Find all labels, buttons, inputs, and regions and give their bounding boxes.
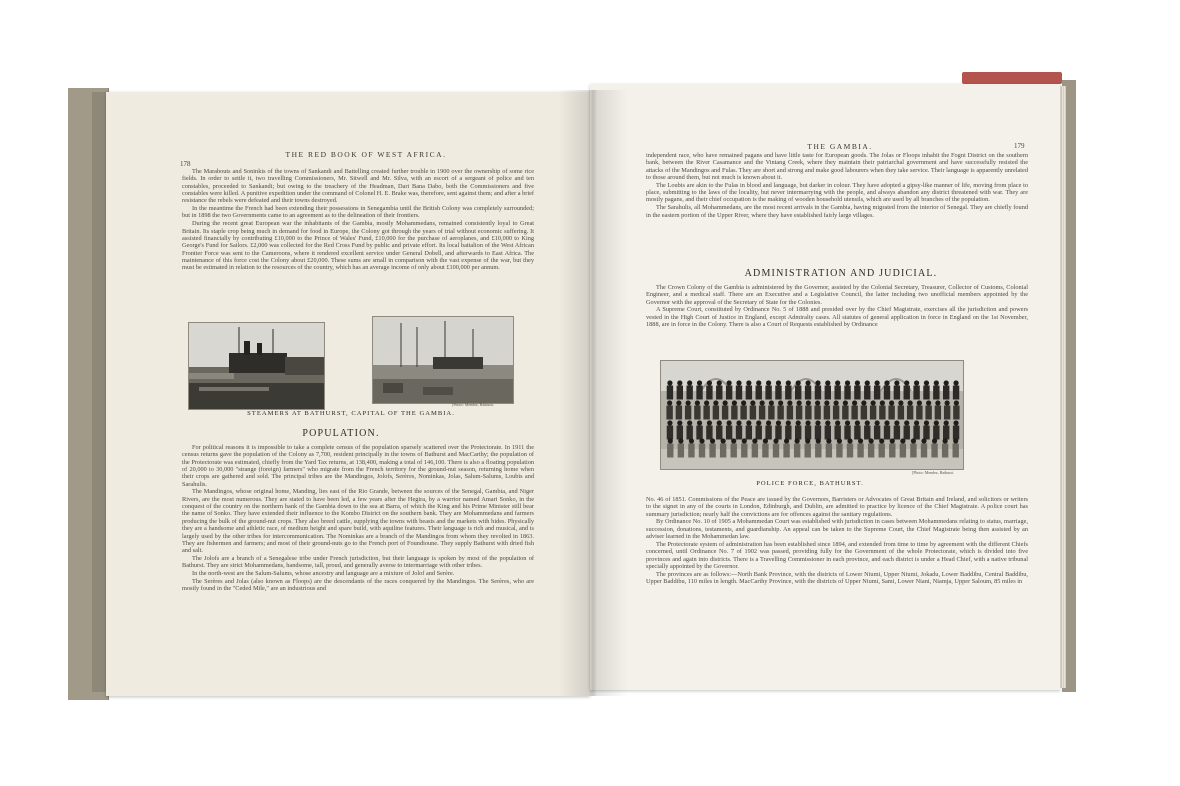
paragraph: The Marabouts and Soninkis of the towns of Sankandi and Battelling created further trouble in 1900 over the ownership of some rice fields. In order to settle it, two travelling Commissioners, Mr. Sitwell and Mr. Silva, with an escort of a sergeant of police and ten constables, proceeded to Sankandi; but owing to the treachery of the Headman, Dari Bana Dabo, both the Commissioners and five constables were killed. A punitive expedition under the command of Colonel H. E. Brake was, therefore, sent against them; and after a brief resistance the rebels were defeated and their towns destroyed. bbox=[182, 168, 534, 205]
administration-heading: ADMINISTRATION AND JUDICIAL. bbox=[744, 268, 938, 279]
police-force-photo bbox=[660, 360, 964, 470]
paragraph: During the recent great European war the inhabitants of the Gambia, mostly Mohammedans, remained consistently loyal to Great Britain. Its staple crop being much in demand for food in Europe, the Colony got through the years of trial without economic suffering. It assisted financially by contributing £10,000 to the Prince of Wales' Fund, £10,000 for the purchase of aeroplanes, and £10,000 to King George's Fund for Sailors. £2,000 was collected for the Red Cross Fund by public and private effort. Its local battalion of the West African Frontier Force was sent to the Cameroons, where it rendered excellent service under General Dobell, and afterwards to East Africa. The maintenance of this force cost the Colony about £20,000. These sums are small in comparison with the vast expense of the war, but they must be estimated in relation to the resources of the country, which has an average income of only about £100,000 per annum. bbox=[182, 220, 534, 272]
paragraph: A Supreme Court, constituted by Ordinance No. 5 of 1888 and presided over by the Chief Magistrate, exercises all the jurisdiction and powers vested in the High Court of Justice in England, except Admiralty cases. All statutes of general application in force in England on the 1st November, 1888, are in force in the Colony. There is also a Court of Requests established by Ordinance bbox=[646, 306, 1028, 329]
paragraph: The Mandingos, whose original home, Manding, lies east of the Rio Grande, between the sources of the Senegal, Gambia, and Niger Rivers, are the most numerous. They are stated to have been led, a few years after the Hegira, by a warrior named Amari Sonko, in the conquest of the country on the northern bank of the Gambia down to the sea at Barra, of which the King and his Prime Minister still bear the name of Sonko. They have extended their influence to the Kombo District on the southern bank. They are Mohammedans and farmers producing the bulk of the ground-nut crops. They also breed cattle, supplying the towns with beasts and the markets with hides. Physically they are a handsome and athletic race, of medium height and spare build, with aquiline features. Their language is rich and musical, and is largely used by the other tribes for intercommunication. The Nominkas are a branch of the Mandingos from whom they revolted in 1863. They are fishermen and farmers; and most of their ground-nuts go to the French port of Foundioune. They supply Bathurst with dried fish and salt. bbox=[182, 488, 534, 555]
right-text-middle bbox=[646, 284, 1028, 354]
paragraph: The Crown Colony of the Gambia is administered by the Governor, assisted by the Colonial Secretary, Treasurer, Collector of Customs, Colonial Engineer, and a medical staff. There are an Executive and a Legislative Council, the latter including two unofficial members appointed by the Governor with the approval of the Secretary of State for the Colonies. bbox=[646, 284, 1028, 306]
right-running-header: THE GAMBIA. bbox=[807, 142, 873, 151]
paragraph: independent race, who have remained pagans and have little taste for European goods. The Jolas or Floops inhabit the Fogni District on the southern bank, between the River Casamance and the Vintang Creek, where they maintain their patriarchal government and have successfully resisted the attacks of the Mandingos and Fulas. They are short and strong and make good labourers when they take service. Their language is apparently unrelated to those around them, but not much is known about it. bbox=[646, 152, 1028, 182]
left-photo-caption: STEAMERS AT BATHURST, CAPITAL OF THE GAMBIA. bbox=[247, 410, 455, 417]
left-page-number: 178 bbox=[180, 160, 191, 168]
book-cover-red-edge bbox=[962, 72, 1062, 84]
steamers-photo-right bbox=[372, 316, 514, 404]
right-photo-credit: [Photo: Mendez, Bathurst. bbox=[912, 470, 955, 475]
book-gutter bbox=[558, 90, 628, 696]
paragraph: In the meantime the French had been extending their possessions in Senegambia until the British Colony was completely surrounded; but in 1898 the two Governments came to an agreement as to the delineation of their frontiers. bbox=[182, 205, 534, 220]
right-page-number: 179 bbox=[1014, 142, 1025, 150]
left-running-header: THE RED BOOK OF WEST AFRICA. bbox=[285, 150, 447, 159]
paragraph: The provinces are as follows:—North Bank Province, with the districts of Lower Niumi, Upper Niumi, Jokadu, Lower Baddibu, Central Baddibu, Upper Baddibu, 110 miles in length. MacCarthy Province, with the districts of Upper Niumi, Sami, Lower Niani, Niamja, Upper Saloum, 85 miles in bbox=[646, 570, 1028, 585]
population-heading: POPULATION. bbox=[302, 428, 380, 439]
left-photo-credit: [Photo: Mendez, Bathurst. bbox=[452, 402, 495, 407]
paragraph: No. 46 of 1851. Commissions of the Peace are issued by the Governors, Barristers or Advocates of Great Britain and Ireland, and solicitors or writers to the signet in any of the courts in London, Edinburgh, and Dublin, are admitted to practice by licence of the Chief Magistrate. A police court has summary jurisdiction; nearly half the convictions are for offences against the sanitary regulations. bbox=[646, 496, 1028, 518]
paragraph: The Protectorate system of administration has been established since 1894, and extended from time to time by agreement with the different Chiefs concerned, until Ordinance No. 7 of 1902 was passed, providing fully for the Government of the whole Protectorate, which is divided into five provinces and again into districts. There is a Travelling Commissioner in each province, and each district is under a Head Chief, with a native tribunal specially appointed by the Governor. bbox=[646, 540, 1028, 570]
left-text-bottom bbox=[182, 444, 534, 688]
paragraph: The Jolofs are a branch of a Senegalese tribe under French jurisdiction, but their language is spoken by most of the population of Bathurst. They are strict Mohammedans, handsome, tall, proud, and generally averse to intermarriage with other tribes. bbox=[182, 554, 534, 570]
right-page bbox=[590, 84, 1060, 690]
paragraph: The Serères and Jolas (also known as Floops) are the descendants of the races conquered by the Mandingos. The Serères, who are mostly found in the "Ceded Mile," are an industrious and bbox=[182, 577, 534, 593]
paragraph: The Loubis are akin to the Fulas in blood and language, but darker in colour. They have adopted a gipsy-like manner of life, moving from place to place, submitting to the laws of the locality, but never intermarrying with the people, and always abandon any district threatened with war. They are mostly pagans, and their chief occupation is the making of wooden household utensils, which are used by all branches of the population. bbox=[646, 181, 1028, 204]
right-text-bottom bbox=[646, 496, 1028, 674]
left-page bbox=[106, 92, 590, 696]
paragraph: By Ordinance No. 10 of 1905 a Mohammedan Court was established with jurisdiction in cases between Mohammedans relating to status, marriage, succession, donations, testaments, and guardianship. An appeal can be taken to the Supreme Court, the Chief Magistrate being then assisted by an adviser learned in the Mohammedan law. bbox=[646, 518, 1028, 541]
paragraph: For political reasons it is impossible to take a complete census of the population sparsely scattered over the Protectorate. In 1911 the census returns gave the population of the Colony as 7,700, resident principally in the towns of Bathurst and MacCarthy; the population of the Protectorate was estimated, chiefly from the Yard Tax returns, at 138,400, making a total of 146,100. There is also a floating population of 20,000 to 30,000 "strange (foreign) farmers" who migrate from the French territory for the ground-nut season, returning home when their crops are gathered and sold. The principal tribes are the Mandingos, Jolofs, Serères, Nominkas, Jolas, Salum-Salums, Loubis and Sarahulis. bbox=[182, 444, 534, 488]
paragraph: The Sarahulis, all Mohammedans, are the most recent arrivals in the Gambia, having migrated from the interior of Senegal. They are chiefly found in the eastern portion of the Upper River, where they have established fairly large villages. bbox=[646, 204, 1028, 219]
steamers-photo-left bbox=[188, 322, 325, 410]
paragraph: In the north-west are the Salum-Salums, whose ancestry and language are a mixture of Jolof and Serère. bbox=[192, 570, 455, 578]
right-photo-caption: POLICE FORCE, BATHURST. bbox=[756, 480, 864, 487]
left-text-top bbox=[182, 168, 534, 316]
right-text-top bbox=[646, 152, 1028, 252]
